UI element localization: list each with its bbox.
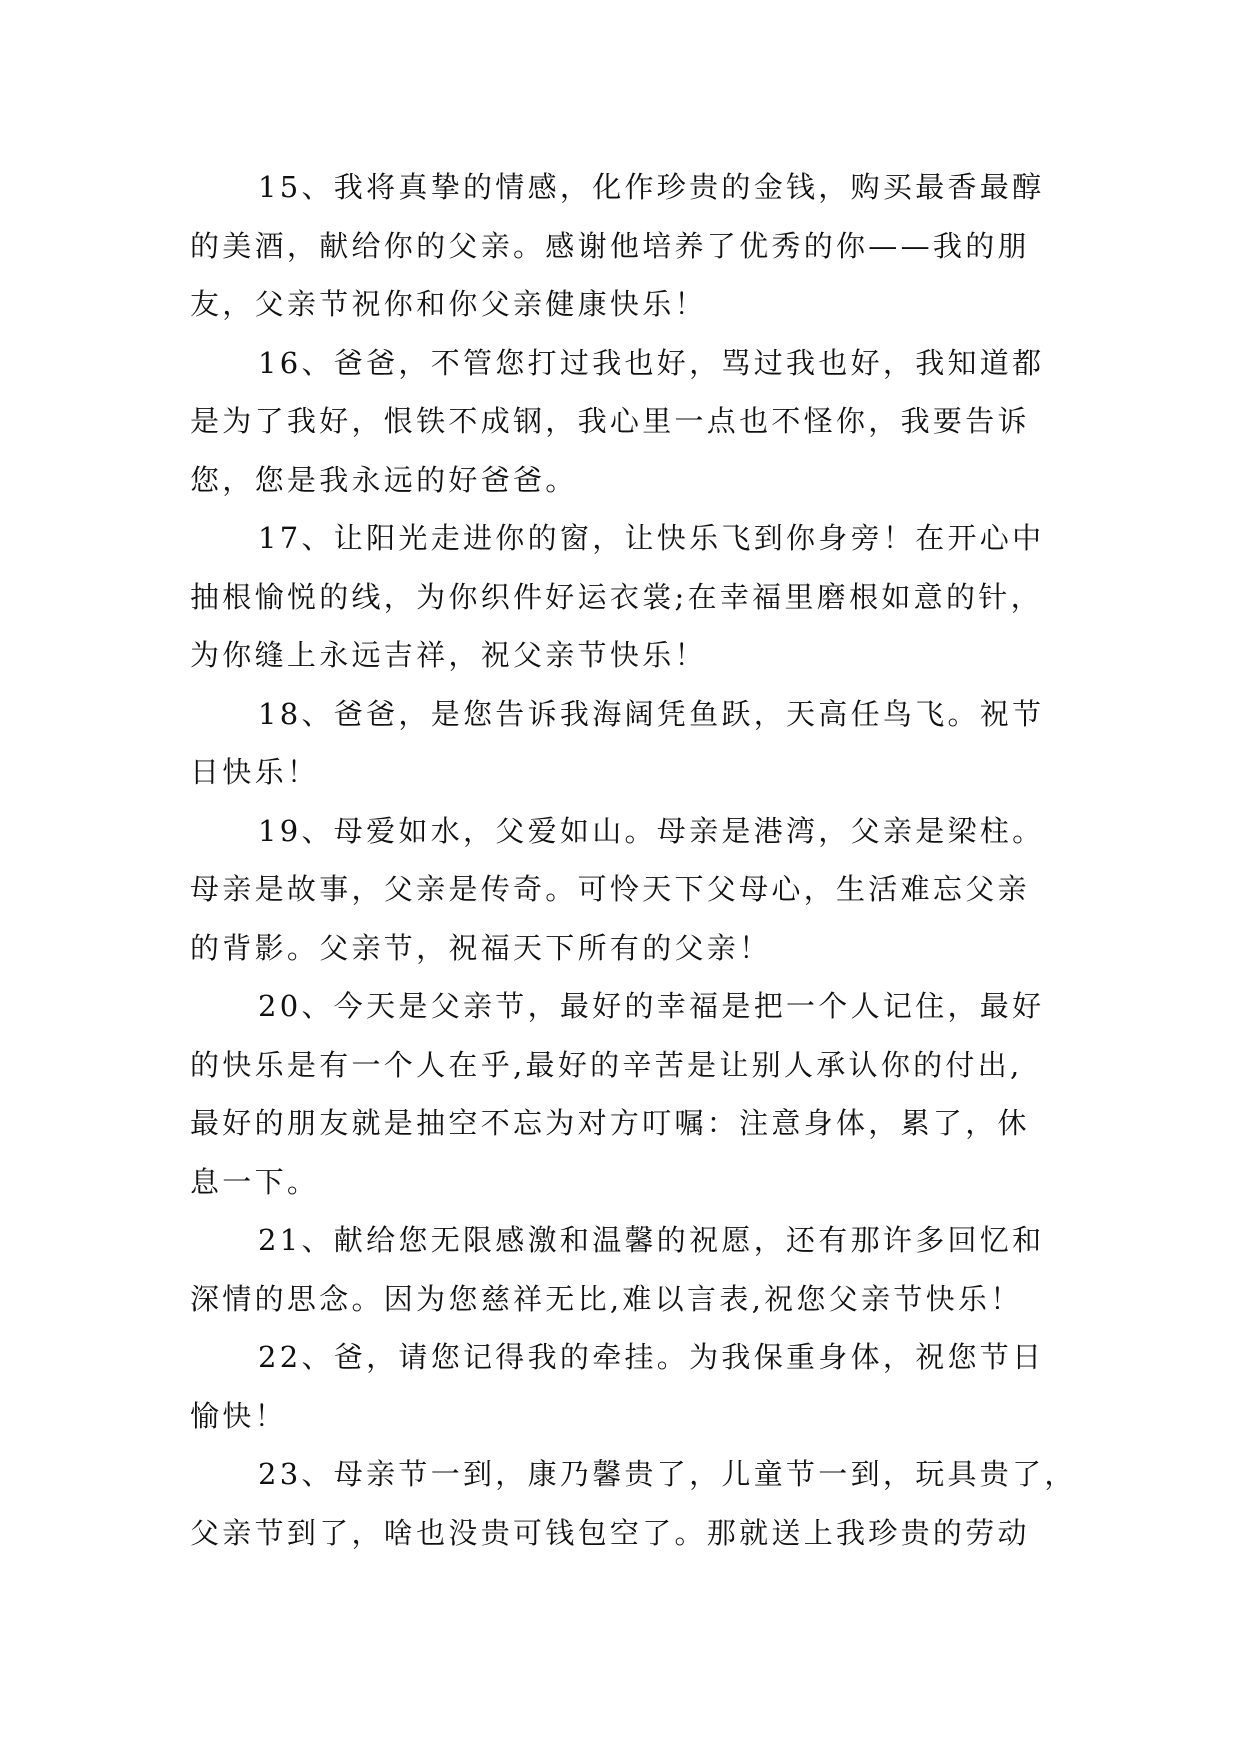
text-line: 友，父亲节祝你和你父亲健康快乐！ [190,287,707,321]
text-line: 母亲是故事，父亲是传奇。可怜天下父母心，生活难忘父亲 [190,872,1030,906]
text-line: 日快乐！ [190,755,320,789]
paragraph-22 [190,1328,1052,1445]
text-line: 的美酒，献给你的父亲。感谢他培养了优秀的你——我的朋 [190,228,1030,263]
text-line: 18、爸爸，是您告诉我海阔凭鱼跃，天高任鸟飞。祝节 [258,696,1045,731]
text-line: 息一下。 [190,1164,320,1199]
text-line: 20、今天是父亲节，最好的幸福是把一个人记住，最好 [258,989,1045,1023]
text-line: 为你缝上永远吉祥，祝父亲节快乐！ [190,638,707,672]
text-line: 16、爸爸，不管您打过我也好，骂过我也好，我知道都 [258,345,1045,380]
text-line: 17、让阳光走进你的窗，让快乐飞到你身旁！在开心中 [258,521,1045,555]
text-line: 是为了我好，恨铁不成钢，我心里一点也不怪你，我要告诉 [190,404,1030,438]
text-line: 22、爸，请您记得我的牵挂。为我保重身体，祝您节日 [258,1340,1045,1374]
text-line: 深情的思念。因为您慈祥无比,难以言表,祝您父亲节快乐！ [190,1281,1023,1316]
text-line: 的背影。父亲节，祝福天下所有的父亲！ [190,930,772,965]
paragraph-17 [190,509,1052,685]
text-line: 19、母爱如水，父爱如山。母亲是港湾，父亲是梁柱。 [258,813,1045,848]
paragraph-20 [190,977,1052,1211]
paragraph-23 [190,1445,1077,1562]
text-line: 您，您是我永远的好爸爸。 [190,462,578,497]
text-line: 21、献给您无限感激和温馨的祝愿，还有那许多回忆和 [258,1223,1045,1257]
text-line: 23、母亲节一到，康乃馨贵了，儿童节一到，玩具贵了， [258,1457,1077,1491]
text-line: 的快乐是有一个人在乎,最好的辛苦是让别人承认你的付出, [190,1047,1023,1082]
text-line: 15、我将真挚的情感，化作珍贵的金钱，购买最香最醇 [258,170,1045,204]
paragraph-19 [190,802,1052,978]
text-line: 最好的朋友就是抽空不忘为对方叮嘱：注意身体，累了，休 [190,1106,1030,1140]
text-line: 父亲节到了，啥也没贵可钱包空了。那就送上我珍贵的劳动 [190,1515,1030,1550]
text-line: 愉快！ [190,1398,287,1433]
paragraph-16 [190,334,1052,510]
text-line: 抽根愉悦的线，为你织件好运衣裳;在幸福里磨根如意的针， [190,579,1043,614]
paragraph-18 [190,685,1052,802]
paragraph-21 [190,1211,1052,1328]
document-body [190,158,1077,1562]
paragraph-15 [190,158,1052,334]
